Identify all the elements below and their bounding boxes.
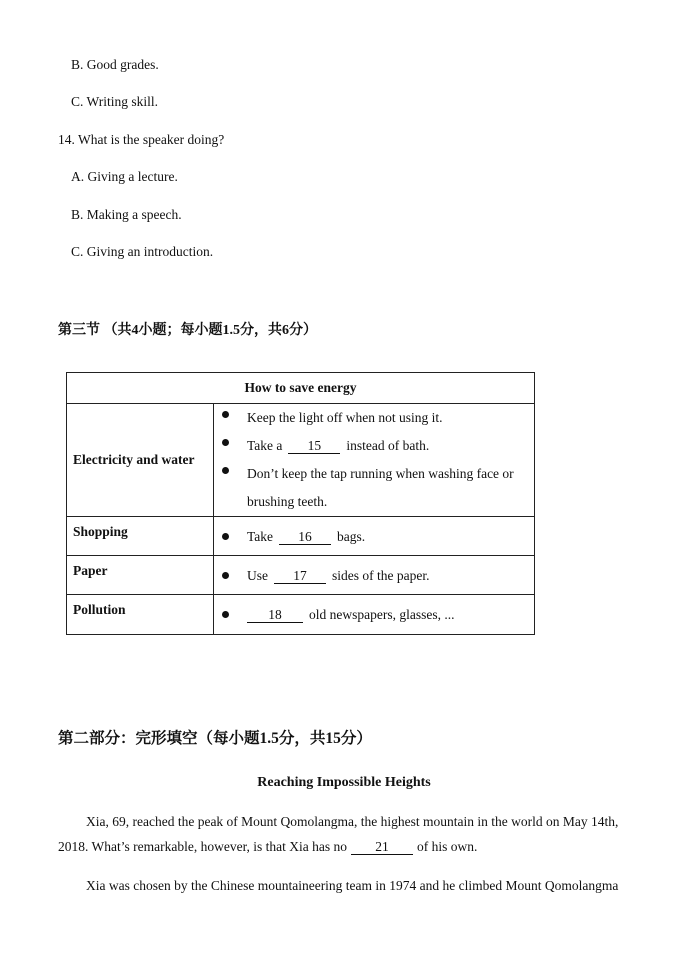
blank-15: 15 — [288, 438, 340, 454]
list-item: Take 16 bags. — [214, 526, 534, 547]
blank-16: 16 — [279, 529, 331, 545]
question-14: 14. What is the speaker doing? — [58, 132, 225, 147]
q14-option-c: C. Giving an introduction. — [71, 244, 214, 259]
list-item: 18 old newspapers, glasses, ... — [214, 604, 534, 625]
list-item: Don’t keep the tap running when washing face or brushing teeth. — [214, 460, 534, 516]
energy-table — [66, 372, 535, 635]
q14-option-a: A. Giving a lecture. — [71, 169, 178, 184]
category-pollution: Pollution — [67, 595, 214, 635]
bullet-icon — [222, 533, 229, 540]
part-2-title: 第二部分：完形填空（每小题1.5分，共15分） — [58, 730, 372, 747]
option-b-good-grades: B. Good grades. — [71, 57, 159, 72]
bullet-icon — [222, 572, 229, 579]
table-title: How to save energy — [67, 373, 535, 404]
category-electricity-water: Electricity and water — [67, 404, 214, 517]
passage-title: Reaching Impossible Heights — [257, 775, 431, 790]
bullet-icon — [222, 467, 229, 474]
paragraph-2-line-1: Xia was chosen by the Chinese mountaineering team in 1974 and he climbed Mount Qomolangma — [86, 878, 619, 893]
list-item: Keep the light off when not using it. — [214, 404, 534, 432]
bullet-icon — [222, 439, 229, 446]
option-c-writing-skill: C. Writing skill. — [71, 94, 158, 109]
list-item: Use 17 sides of the paper. — [214, 565, 534, 586]
q14-option-b: B. Making a speech. — [71, 207, 182, 222]
paragraph-1-line-2: 2018. What’s remarkable, however, is that Xia has no 21 of his own. — [58, 839, 478, 854]
category-paper: Paper — [67, 556, 214, 595]
blank-17: 17 — [274, 568, 326, 584]
list-item: Take a 15 instead of bath. — [214, 432, 534, 460]
category-shopping: Shopping — [67, 517, 214, 556]
paragraph-1-line-1: Xia, 69, reached the peak of Mount Qomolangma, the highest mountain in the world on May 14th, — [86, 814, 619, 829]
bullet-icon — [222, 611, 229, 618]
blank-18: 18 — [247, 607, 303, 623]
bullet-icon — [222, 411, 229, 418]
section-3-title: 第三节 （共4小题；每小题1.5分，共6分） — [58, 323, 317, 338]
blank-21: 21 — [351, 839, 413, 855]
electricity-items — [214, 404, 535, 517]
